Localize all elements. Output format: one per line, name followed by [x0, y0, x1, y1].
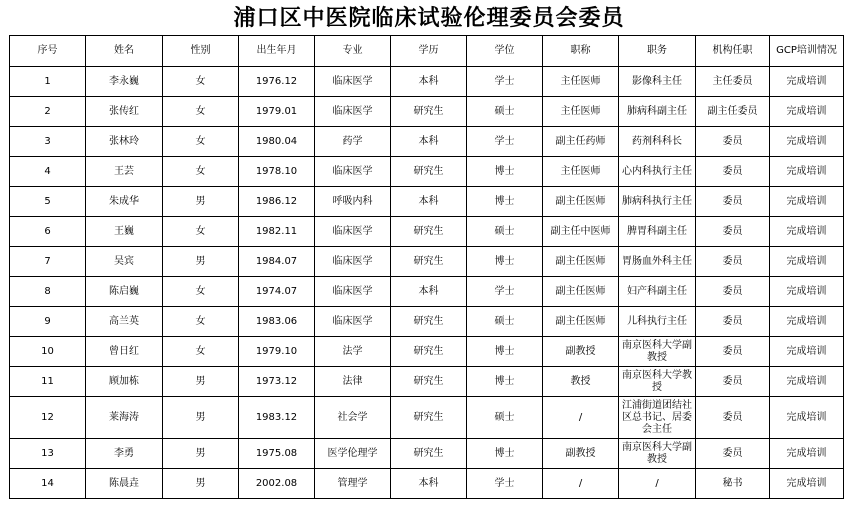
cell-education: 本科	[391, 67, 467, 97]
cell-birth: 1978.10	[239, 157, 315, 187]
cell-major: 临床医学	[315, 217, 391, 247]
cell-committee-role: 委员	[696, 187, 770, 217]
table-row	[10, 127, 844, 157]
cell-major: 医学伦理学	[315, 439, 391, 469]
cell-education: 本科	[391, 187, 467, 217]
table-row	[10, 157, 844, 187]
cell-committee-role: 秘书	[696, 469, 770, 499]
cell-gcp-training: 完成培训	[770, 307, 844, 337]
cell-birth: 1983.06	[239, 307, 315, 337]
table-row	[10, 217, 844, 247]
cell-index: 5	[10, 187, 86, 217]
cell-degree: 学士	[467, 469, 543, 499]
cell-gender: 男	[163, 187, 239, 217]
cell-name: 曾日红	[86, 337, 163, 367]
cell-title: /	[543, 469, 619, 499]
cell-gcp-training: 完成培训	[770, 157, 844, 187]
cell-position: 胃肠血外科主任	[619, 247, 696, 277]
column-header-index: 序号	[10, 36, 86, 67]
cell-position: 心内科执行主任	[619, 157, 696, 187]
cell-education: 研究生	[391, 217, 467, 247]
cell-gender: 男	[163, 439, 239, 469]
cell-index: 6	[10, 217, 86, 247]
cell-position: 脾胃科副主任	[619, 217, 696, 247]
cell-major: 呼吸内科	[315, 187, 391, 217]
cell-index: 2	[10, 97, 86, 127]
column-header-degree: 学位	[467, 36, 543, 67]
cell-title: 主任医师	[543, 67, 619, 97]
cell-major: 法学	[315, 337, 391, 367]
cell-birth: 1973.12	[239, 367, 315, 397]
cell-title: 副主任医师	[543, 187, 619, 217]
cell-education: 研究生	[391, 157, 467, 187]
cell-major: 临床医学	[315, 277, 391, 307]
cell-name: 顾加栋	[86, 367, 163, 397]
cell-gender: 女	[163, 67, 239, 97]
cell-major: 药学	[315, 127, 391, 157]
cell-position: 南京医科大学教授	[619, 367, 696, 397]
cell-name: 李勇	[86, 439, 163, 469]
cell-degree: 学士	[467, 127, 543, 157]
cell-committee-role: 委员	[696, 247, 770, 277]
cell-name: 陈晨垚	[86, 469, 163, 499]
cell-gcp-training: 完成培训	[770, 67, 844, 97]
cell-degree: 博士	[467, 439, 543, 469]
cell-position: 儿科执行主任	[619, 307, 696, 337]
cell-major: 临床医学	[315, 97, 391, 127]
table-row	[10, 67, 844, 97]
cell-gcp-training: 完成培训	[770, 337, 844, 367]
table-row	[10, 337, 844, 367]
cell-degree: 博士	[467, 337, 543, 367]
cell-name: 吴宾	[86, 247, 163, 277]
cell-gender: 女	[163, 277, 239, 307]
cell-education: 本科	[391, 469, 467, 499]
cell-committee-role: 委员	[696, 277, 770, 307]
cell-name: 张林玲	[86, 127, 163, 157]
column-header-gender: 性别	[163, 36, 239, 67]
table-row	[10, 247, 844, 277]
cell-degree: 硕士	[467, 307, 543, 337]
cell-gcp-training: 完成培训	[770, 247, 844, 277]
table-row	[10, 277, 844, 307]
cell-gcp-training: 完成培训	[770, 397, 844, 439]
cell-gcp-training: 完成培训	[770, 469, 844, 499]
cell-title: 副主任医师	[543, 247, 619, 277]
cell-degree: 硕士	[467, 397, 543, 439]
cell-position: 南京医科大学副教授	[619, 439, 696, 469]
cell-gcp-training: 完成培训	[770, 277, 844, 307]
column-header-gcp-training: GCP培训情况	[770, 36, 844, 67]
cell-position: 肺病科执行主任	[619, 187, 696, 217]
table-row	[10, 367, 844, 397]
cell-degree: 博士	[467, 367, 543, 397]
cell-education: 本科	[391, 277, 467, 307]
cell-position: /	[619, 469, 696, 499]
cell-education: 研究生	[391, 307, 467, 337]
cell-education: 研究生	[391, 337, 467, 367]
column-header-birth: 出生年月	[239, 36, 315, 67]
cell-position: 江浦街道团结社区总书记、居委会主任	[619, 397, 696, 439]
cell-title: /	[543, 397, 619, 439]
cell-committee-role: 委员	[696, 439, 770, 469]
cell-birth: 2002.08	[239, 469, 315, 499]
cell-education: 研究生	[391, 367, 467, 397]
table-row	[10, 439, 844, 469]
cell-major: 法律	[315, 367, 391, 397]
cell-education: 研究生	[391, 97, 467, 127]
cell-title: 副主任药师	[543, 127, 619, 157]
cell-position: 南京医科大学副教授	[619, 337, 696, 367]
cell-index: 12	[10, 397, 86, 439]
cell-degree: 硕士	[467, 97, 543, 127]
cell-name: 王巍	[86, 217, 163, 247]
column-header-title: 职称	[543, 36, 619, 67]
cell-title: 副主任医师	[543, 277, 619, 307]
cell-committee-role: 委员	[696, 397, 770, 439]
cell-name: 朱成华	[86, 187, 163, 217]
cell-gender: 女	[163, 307, 239, 337]
cell-name: 莱海涛	[86, 397, 163, 439]
cell-committee-role: 委员	[696, 127, 770, 157]
cell-birth: 1986.12	[239, 187, 315, 217]
cell-committee-role: 委员	[696, 157, 770, 187]
cell-index: 4	[10, 157, 86, 187]
cell-name: 高兰英	[86, 307, 163, 337]
cell-gcp-training: 完成培训	[770, 97, 844, 127]
cell-gender: 男	[163, 367, 239, 397]
cell-gcp-training: 完成培训	[770, 187, 844, 217]
cell-committee-role: 委员	[696, 217, 770, 247]
table-row	[10, 397, 844, 439]
cell-degree: 博士	[467, 187, 543, 217]
cell-committee-role: 委员	[696, 367, 770, 397]
cell-degree: 博士	[467, 247, 543, 277]
cell-birth: 1979.01	[239, 97, 315, 127]
table-row	[10, 97, 844, 127]
cell-committee-role: 主任委员	[696, 67, 770, 97]
cell-major: 临床医学	[315, 247, 391, 277]
table-row	[10, 469, 844, 499]
cell-position: 影像科主任	[619, 67, 696, 97]
cell-degree: 学士	[467, 67, 543, 97]
cell-birth: 1974.07	[239, 277, 315, 307]
cell-gender: 女	[163, 157, 239, 187]
cell-name: 李永巍	[86, 67, 163, 97]
cell-index: 14	[10, 469, 86, 499]
cell-gcp-training: 完成培训	[770, 217, 844, 247]
cell-position: 药剂科科长	[619, 127, 696, 157]
cell-gender: 男	[163, 247, 239, 277]
cell-education: 研究生	[391, 247, 467, 277]
cell-name: 陈启巍	[86, 277, 163, 307]
cell-birth: 1975.08	[239, 439, 315, 469]
cell-gcp-training: 完成培训	[770, 439, 844, 469]
cell-index: 10	[10, 337, 86, 367]
cell-major: 临床医学	[315, 307, 391, 337]
cell-gender: 男	[163, 469, 239, 499]
cell-degree: 博士	[467, 157, 543, 187]
cell-position: 妇产科副主任	[619, 277, 696, 307]
cell-committee-role: 委员	[696, 337, 770, 367]
cell-birth: 1984.07	[239, 247, 315, 277]
cell-education: 研究生	[391, 439, 467, 469]
cell-title: 副教授	[543, 337, 619, 367]
cell-birth: 1976.12	[239, 67, 315, 97]
cell-index: 9	[10, 307, 86, 337]
table-row	[10, 187, 844, 217]
cell-index: 1	[10, 67, 86, 97]
column-header-name: 姓名	[86, 36, 163, 67]
cell-title: 主任医师	[543, 157, 619, 187]
cell-major: 管理学	[315, 469, 391, 499]
cell-index: 8	[10, 277, 86, 307]
cell-index: 7	[10, 247, 86, 277]
cell-title: 副教授	[543, 439, 619, 469]
header-row	[10, 36, 844, 67]
column-header-committee-role: 机构任职	[696, 36, 770, 67]
cell-index: 3	[10, 127, 86, 157]
cell-index: 11	[10, 367, 86, 397]
cell-gender: 女	[163, 127, 239, 157]
column-header-education: 学历	[391, 36, 467, 67]
column-header-major: 专业	[315, 36, 391, 67]
cell-degree: 学士	[467, 277, 543, 307]
cell-gender: 女	[163, 97, 239, 127]
cell-position: 肺病科副主任	[619, 97, 696, 127]
cell-gcp-training: 完成培训	[770, 367, 844, 397]
cell-title: 副主任医师	[543, 307, 619, 337]
cell-major: 临床医学	[315, 67, 391, 97]
committee-table	[9, 35, 844, 499]
page-title: 浦口区中医院临床试验伦理委员会委员	[233, 5, 625, 31]
cell-birth: 1983.12	[239, 397, 315, 439]
cell-committee-role: 副主任委员	[696, 97, 770, 127]
cell-gcp-training: 完成培训	[770, 127, 844, 157]
cell-education: 研究生	[391, 397, 467, 439]
cell-major: 社会学	[315, 397, 391, 439]
cell-committee-role: 委员	[696, 307, 770, 337]
cell-gender: 女	[163, 217, 239, 247]
cell-birth: 1982.11	[239, 217, 315, 247]
cell-name: 张传红	[86, 97, 163, 127]
cell-degree: 硕士	[467, 217, 543, 247]
cell-gender: 男	[163, 397, 239, 439]
cell-title: 主任医师	[543, 97, 619, 127]
cell-birth: 1979.10	[239, 337, 315, 367]
cell-major: 临床医学	[315, 157, 391, 187]
cell-education: 本科	[391, 127, 467, 157]
cell-title: 教授	[543, 367, 619, 397]
cell-birth: 1980.04	[239, 127, 315, 157]
cell-index: 13	[10, 439, 86, 469]
cell-name: 王芸	[86, 157, 163, 187]
table-body	[10, 67, 844, 499]
column-header-position: 职务	[619, 36, 696, 67]
cell-title: 副主任中医师	[543, 217, 619, 247]
cell-gender: 女	[163, 337, 239, 367]
table-row	[10, 307, 844, 337]
